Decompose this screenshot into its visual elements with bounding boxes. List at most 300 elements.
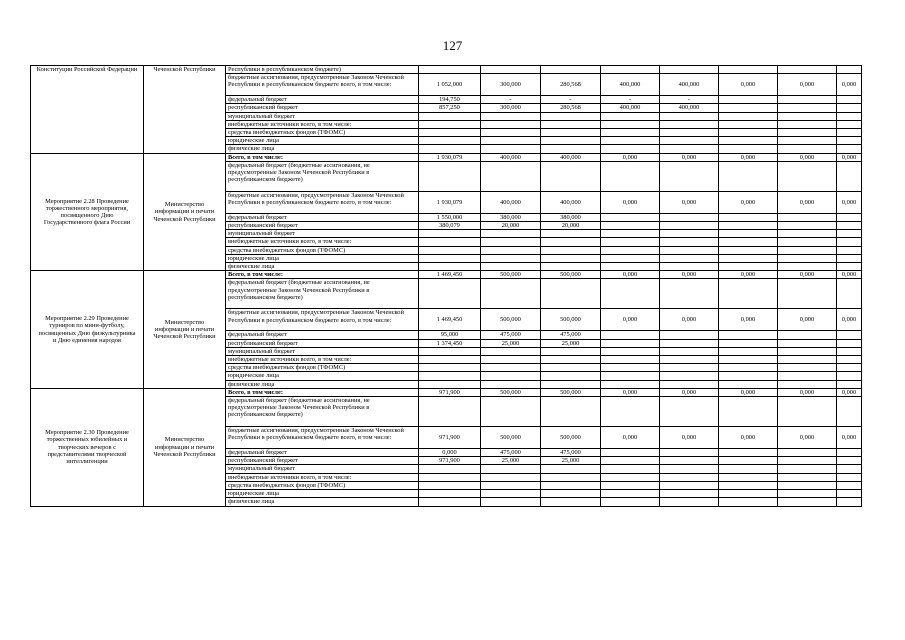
amount-cell: 95,000 bbox=[419, 331, 481, 339]
measure-cell: Мероприятие 2.28 Проведение торжественного мероприятия, посвященного Дню Государственного флага России bbox=[31, 153, 144, 271]
funding-source-cell: юридические лица bbox=[226, 490, 419, 498]
amount-cell bbox=[660, 380, 719, 388]
amount-cell bbox=[778, 481, 837, 489]
amount-cell bbox=[419, 112, 481, 120]
amount-cell bbox=[719, 137, 778, 145]
amount-cell bbox=[837, 397, 862, 427]
amount-cell: 0,000 bbox=[601, 191, 660, 213]
amount-cell bbox=[419, 473, 481, 481]
amount-cell bbox=[541, 238, 601, 246]
amount-cell bbox=[837, 137, 862, 145]
amount-cell bbox=[660, 238, 719, 246]
amount-cell bbox=[837, 481, 862, 489]
amount-cell: 0,000 bbox=[660, 427, 719, 449]
amount-cell bbox=[778, 465, 837, 473]
amount-cell bbox=[481, 364, 541, 372]
amount-cell bbox=[719, 263, 778, 271]
amount-cell bbox=[660, 120, 719, 128]
amount-cell bbox=[778, 380, 837, 388]
amount-cell bbox=[837, 145, 862, 153]
funding-source-cell: физические лица bbox=[226, 498, 419, 506]
amount-cell: - bbox=[660, 96, 719, 104]
amount-cell bbox=[419, 465, 481, 473]
amount-cell bbox=[481, 246, 541, 254]
amount-cell bbox=[837, 112, 862, 120]
amount-cell: 400,000 bbox=[541, 191, 601, 213]
measure-cell: Мероприятие 2.30 Проведение торжественных юбилейных и творческих вечеров с представителями творческой интеллигенции bbox=[31, 388, 144, 506]
amount-cell bbox=[481, 356, 541, 364]
measure-cell: Конституции Российской Федерации bbox=[31, 66, 144, 154]
amount-cell bbox=[481, 137, 541, 145]
funding-source-cell: муниципальный бюджет bbox=[226, 112, 419, 120]
amount-cell bbox=[481, 66, 541, 74]
amount-cell bbox=[837, 254, 862, 262]
amount-cell: 1 469,450 bbox=[419, 271, 481, 279]
amount-cell bbox=[419, 129, 481, 137]
amount-cell bbox=[541, 137, 601, 145]
amount-cell bbox=[419, 498, 481, 506]
amount-cell bbox=[601, 380, 660, 388]
amount-cell: 475,000 bbox=[481, 449, 541, 457]
amount-cell bbox=[419, 137, 481, 145]
amount-cell bbox=[601, 66, 660, 74]
amount-cell bbox=[601, 137, 660, 145]
amount-cell bbox=[719, 397, 778, 427]
amount-cell bbox=[719, 347, 778, 355]
amount-cell: 0,000 bbox=[837, 74, 862, 96]
funding-source-cell: федеральный бюджет bbox=[226, 449, 419, 457]
amount-cell bbox=[660, 449, 719, 457]
amount-cell bbox=[541, 230, 601, 238]
amount-cell bbox=[541, 490, 601, 498]
amount-cell bbox=[601, 331, 660, 339]
amount-cell bbox=[778, 372, 837, 380]
amount-cell bbox=[481, 112, 541, 120]
amount-cell bbox=[660, 473, 719, 481]
amount-cell bbox=[778, 96, 837, 104]
amount-cell bbox=[837, 238, 862, 246]
amount-cell bbox=[660, 498, 719, 506]
amount-cell bbox=[778, 161, 837, 191]
amount-cell bbox=[601, 339, 660, 347]
amount-cell bbox=[719, 449, 778, 457]
amount-cell bbox=[481, 481, 541, 489]
amount-cell: 20,000 bbox=[541, 222, 601, 230]
amount-cell bbox=[660, 66, 719, 74]
amount-cell bbox=[660, 263, 719, 271]
amount-cell bbox=[837, 279, 862, 309]
amount-cell bbox=[837, 246, 862, 254]
amount-cell bbox=[601, 397, 660, 427]
amount-cell bbox=[601, 490, 660, 498]
funding-source-cell: бюджетные ассигнования, предусмотренные Законом Чеченской Республики в республиканском бюджете всего, в том числе: bbox=[226, 191, 419, 213]
amount-cell: 300,000 bbox=[481, 104, 541, 112]
amount-cell: - bbox=[481, 96, 541, 104]
amount-cell bbox=[778, 347, 837, 355]
amount-cell bbox=[660, 356, 719, 364]
amount-cell bbox=[601, 449, 660, 457]
amount-cell: 400,000 bbox=[481, 153, 541, 161]
amount-cell bbox=[481, 238, 541, 246]
amount-cell bbox=[601, 222, 660, 230]
amount-cell bbox=[837, 347, 862, 355]
amount-cell bbox=[601, 372, 660, 380]
amount-cell bbox=[541, 372, 601, 380]
amount-cell bbox=[778, 490, 837, 498]
amount-cell bbox=[541, 498, 601, 506]
funding-source-cell: бюджетные ассигнования, предусмотренные Законом Чеченской Республики в республиканском бюджете всего, в том числе: bbox=[226, 74, 419, 96]
amount-cell: 1 930,079 bbox=[419, 191, 481, 213]
amount-cell: 0,000 bbox=[719, 74, 778, 96]
funding-source-cell: физические лица bbox=[226, 145, 419, 153]
amount-cell: 500,000 bbox=[481, 427, 541, 449]
amount-cell bbox=[541, 254, 601, 262]
amount-cell bbox=[719, 254, 778, 262]
amount-cell: 380,000 bbox=[481, 213, 541, 221]
amount-cell bbox=[837, 372, 862, 380]
funding-source-cell: федеральный бюджет bbox=[226, 213, 419, 221]
amount-cell bbox=[541, 263, 601, 271]
amount-cell: 0,000 bbox=[837, 388, 862, 396]
amount-cell bbox=[778, 222, 837, 230]
funding-source-cell: федеральный бюджет (бюджетные ассигнования, не предусмотренные Законом Чеченской Республики в республиканском бюджете) bbox=[226, 161, 419, 191]
executor-cell: Министерство информации и печати Чеченской Республики bbox=[144, 271, 226, 389]
amount-cell bbox=[837, 457, 862, 465]
amount-cell bbox=[419, 372, 481, 380]
amount-cell bbox=[481, 465, 541, 473]
amount-cell: 280,568 bbox=[541, 74, 601, 96]
funding-source-cell: Всего, в том числе: bbox=[226, 388, 419, 396]
amount-cell bbox=[837, 331, 862, 339]
funding-source-cell: муниципальный бюджет bbox=[226, 230, 419, 238]
amount-cell bbox=[778, 230, 837, 238]
amount-cell bbox=[481, 490, 541, 498]
amount-cell: 0,000 bbox=[778, 427, 837, 449]
funding-source-cell: федеральный бюджет (бюджетные ассигнования, не предусмотренные Законом Чеченской Республики в республиканском бюджете) bbox=[226, 279, 419, 309]
amount-cell: 1 550,000 bbox=[419, 213, 481, 221]
funding-source-cell: бюджетные ассигнования, предусмотренные Законом Чеченской Республики в республиканском бюджете всего, в том числе: bbox=[226, 427, 419, 449]
amount-cell bbox=[601, 465, 660, 473]
amount-cell bbox=[481, 380, 541, 388]
amount-cell bbox=[419, 279, 481, 309]
amount-cell bbox=[601, 230, 660, 238]
amount-cell bbox=[719, 380, 778, 388]
amount-cell bbox=[837, 104, 862, 112]
amount-cell bbox=[481, 263, 541, 271]
amount-cell bbox=[601, 498, 660, 506]
amount-cell: 400,000 bbox=[660, 104, 719, 112]
amount-cell: 500,000 bbox=[541, 427, 601, 449]
amount-cell: 0,000 bbox=[419, 449, 481, 457]
amount-cell bbox=[481, 120, 541, 128]
amount-cell: 0,000 bbox=[601, 271, 660, 279]
amount-cell bbox=[837, 380, 862, 388]
amount-cell bbox=[541, 473, 601, 481]
funding-source-cell: внебюджетные источники всего, в том числе: bbox=[226, 120, 419, 128]
funding-source-cell: республиканский бюджет bbox=[226, 104, 419, 112]
funding-source-cell: юридические лица bbox=[226, 137, 419, 145]
amount-cell bbox=[837, 161, 862, 191]
funding-source-cell: бюджетные ассигнования, предусмотренные Законом Чеченской Республики в республиканском бюджете всего, в том числе: bbox=[226, 309, 419, 331]
amount-cell: 400,000 bbox=[541, 153, 601, 161]
amount-cell bbox=[419, 254, 481, 262]
amount-cell: - bbox=[541, 96, 601, 104]
amount-cell bbox=[419, 364, 481, 372]
amount-cell: 400,000 bbox=[601, 74, 660, 96]
amount-cell bbox=[719, 364, 778, 372]
amount-cell: 380,079 bbox=[419, 222, 481, 230]
amount-cell: 300,000 bbox=[481, 74, 541, 96]
amount-cell bbox=[660, 145, 719, 153]
amount-cell: 1 374,450 bbox=[419, 339, 481, 347]
amount-cell bbox=[660, 246, 719, 254]
amount-cell: 1 930,079 bbox=[419, 153, 481, 161]
funding-source-cell: Всего, в том числе: bbox=[226, 271, 419, 279]
amount-cell bbox=[778, 238, 837, 246]
amount-cell bbox=[719, 96, 778, 104]
amount-cell bbox=[837, 356, 862, 364]
amount-cell bbox=[778, 120, 837, 128]
amount-cell bbox=[601, 254, 660, 262]
amount-cell: 0,000 bbox=[660, 271, 719, 279]
amount-cell bbox=[837, 465, 862, 473]
amount-cell bbox=[719, 129, 778, 137]
amount-cell: 0,000 bbox=[601, 427, 660, 449]
amount-cell: 25,000 bbox=[541, 457, 601, 465]
amount-cell: 0,000 bbox=[719, 271, 778, 279]
amount-cell bbox=[660, 161, 719, 191]
amount-cell: 0,000 bbox=[778, 388, 837, 396]
amount-cell bbox=[481, 145, 541, 153]
amount-cell bbox=[481, 161, 541, 191]
amount-cell bbox=[660, 279, 719, 309]
amount-cell bbox=[419, 145, 481, 153]
amount-cell bbox=[541, 481, 601, 489]
amount-cell: 0,000 bbox=[719, 309, 778, 331]
amount-cell bbox=[541, 397, 601, 427]
amount-cell bbox=[419, 380, 481, 388]
funding-source-cell: физические лица bbox=[226, 263, 419, 271]
amount-cell bbox=[837, 96, 862, 104]
amount-cell: 380,000 bbox=[541, 213, 601, 221]
amount-cell: 500,000 bbox=[541, 271, 601, 279]
amount-cell: 0,000 bbox=[719, 427, 778, 449]
amount-cell: 280,568 bbox=[541, 104, 601, 112]
funding-source-cell: физические лица bbox=[226, 380, 419, 388]
amount-cell bbox=[419, 230, 481, 238]
amount-cell bbox=[778, 279, 837, 309]
amount-cell: - bbox=[601, 96, 660, 104]
amount-cell bbox=[778, 263, 837, 271]
amount-cell bbox=[719, 473, 778, 481]
amount-cell bbox=[419, 347, 481, 355]
amount-cell bbox=[719, 279, 778, 309]
amount-cell: 0,000 bbox=[660, 388, 719, 396]
amount-cell bbox=[837, 66, 862, 74]
amount-cell: 0,000 bbox=[837, 153, 862, 161]
amount-cell bbox=[719, 145, 778, 153]
amount-cell bbox=[419, 490, 481, 498]
amount-cell: 971,900 bbox=[419, 427, 481, 449]
amount-cell bbox=[719, 246, 778, 254]
budget-table bbox=[30, 65, 862, 507]
amount-cell bbox=[419, 263, 481, 271]
amount-cell bbox=[660, 222, 719, 230]
amount-cell: 500,000 bbox=[481, 388, 541, 396]
amount-cell bbox=[601, 129, 660, 137]
amount-cell bbox=[601, 145, 660, 153]
amount-cell bbox=[481, 473, 541, 481]
amount-cell bbox=[778, 339, 837, 347]
amount-cell bbox=[541, 279, 601, 309]
table-row bbox=[31, 66, 862, 74]
amount-cell bbox=[481, 347, 541, 355]
amount-cell bbox=[778, 145, 837, 153]
funding-source-cell: республиканский бюджет bbox=[226, 339, 419, 347]
amount-cell bbox=[778, 112, 837, 120]
table-row bbox=[31, 271, 862, 279]
amount-cell bbox=[601, 473, 660, 481]
amount-cell bbox=[719, 457, 778, 465]
amount-cell bbox=[778, 498, 837, 506]
amount-cell bbox=[541, 120, 601, 128]
amount-cell bbox=[719, 331, 778, 339]
amount-cell: 971,900 bbox=[419, 388, 481, 396]
amount-cell bbox=[601, 279, 660, 309]
amount-cell: 500,000 bbox=[481, 271, 541, 279]
amount-cell bbox=[660, 331, 719, 339]
amount-cell bbox=[778, 473, 837, 481]
amount-cell: 400,000 bbox=[481, 191, 541, 213]
funding-source-cell: республиканский бюджет bbox=[226, 222, 419, 230]
amount-cell bbox=[660, 481, 719, 489]
executor-cell: Министерство информации и печати Чеченской Республики bbox=[144, 153, 226, 271]
amount-cell: 400,000 bbox=[601, 104, 660, 112]
amount-cell bbox=[837, 222, 862, 230]
amount-cell bbox=[719, 112, 778, 120]
funding-source-cell: федеральный бюджет (бюджетные ассигнования, не предусмотренные Законом Чеченской Республики в республиканском бюджете) bbox=[226, 397, 419, 427]
amount-cell bbox=[719, 481, 778, 489]
funding-source-cell: Всего, в том числе: bbox=[226, 153, 419, 161]
amount-cell: 971,900 bbox=[419, 457, 481, 465]
amount-cell bbox=[719, 230, 778, 238]
funding-source-cell: муниципальный бюджет bbox=[226, 465, 419, 473]
funding-source-cell: юридические лица bbox=[226, 372, 419, 380]
funding-source-cell: средства внебюджетных фондов (ТФОМС) bbox=[226, 364, 419, 372]
amount-cell bbox=[778, 457, 837, 465]
amount-cell bbox=[541, 364, 601, 372]
amount-cell bbox=[541, 145, 601, 153]
amount-cell bbox=[837, 263, 862, 271]
amount-cell bbox=[419, 246, 481, 254]
amount-cell bbox=[719, 465, 778, 473]
amount-cell bbox=[778, 213, 837, 221]
amount-cell bbox=[660, 457, 719, 465]
amount-cell bbox=[837, 213, 862, 221]
amount-cell bbox=[837, 449, 862, 457]
amount-cell bbox=[601, 246, 660, 254]
executor-cell: Чеченской Республики bbox=[144, 66, 226, 154]
amount-cell bbox=[541, 356, 601, 364]
amount-cell bbox=[660, 112, 719, 120]
amount-cell: 1 469,450 bbox=[419, 309, 481, 331]
amount-cell bbox=[837, 490, 862, 498]
amount-cell bbox=[837, 364, 862, 372]
amount-cell bbox=[719, 356, 778, 364]
amount-cell bbox=[837, 498, 862, 506]
funding-source-cell: Республики в республиканском бюджете) bbox=[226, 66, 419, 74]
amount-cell bbox=[481, 230, 541, 238]
amount-cell: 475,000 bbox=[541, 331, 601, 339]
amount-cell bbox=[837, 339, 862, 347]
table-row bbox=[31, 153, 862, 161]
amount-cell bbox=[719, 222, 778, 230]
amount-cell: 194,750 bbox=[419, 96, 481, 104]
amount-cell bbox=[601, 238, 660, 246]
amount-cell bbox=[481, 279, 541, 309]
amount-cell bbox=[719, 490, 778, 498]
amount-cell bbox=[541, 112, 601, 120]
amount-cell bbox=[719, 66, 778, 74]
amount-cell bbox=[778, 104, 837, 112]
funding-source-cell: внебюджетные источники всего, в том числе: bbox=[226, 356, 419, 364]
amount-cell: 25,000 bbox=[481, 339, 541, 347]
amount-cell bbox=[601, 161, 660, 191]
funding-source-cell: внебюджетные источники всего, в том числе: bbox=[226, 238, 419, 246]
amount-cell bbox=[778, 331, 837, 339]
amount-cell bbox=[419, 397, 481, 427]
amount-cell: 0,000 bbox=[719, 191, 778, 213]
amount-cell bbox=[660, 213, 719, 221]
amount-cell: 500,000 bbox=[481, 309, 541, 331]
amount-cell bbox=[541, 66, 601, 74]
amount-cell bbox=[601, 364, 660, 372]
amount-cell bbox=[481, 254, 541, 262]
amount-cell bbox=[719, 161, 778, 191]
amount-cell bbox=[660, 230, 719, 238]
amount-cell bbox=[541, 380, 601, 388]
amount-cell bbox=[778, 66, 837, 74]
amount-cell bbox=[778, 397, 837, 427]
amount-cell: 25,000 bbox=[541, 339, 601, 347]
amount-cell: 0,000 bbox=[837, 427, 862, 449]
amount-cell bbox=[601, 120, 660, 128]
amount-cell bbox=[660, 137, 719, 145]
page-number: 127 bbox=[442, 38, 463, 53]
amount-cell bbox=[541, 465, 601, 473]
funding-source-cell: республиканский бюджет bbox=[226, 457, 419, 465]
amount-cell bbox=[660, 254, 719, 262]
amount-cell: 0,000 bbox=[601, 388, 660, 396]
amount-cell bbox=[719, 238, 778, 246]
amount-cell bbox=[601, 347, 660, 355]
amount-cell bbox=[778, 364, 837, 372]
amount-cell bbox=[719, 104, 778, 112]
amount-cell: 0,000 bbox=[719, 153, 778, 161]
amount-cell bbox=[601, 213, 660, 221]
amount-cell bbox=[719, 498, 778, 506]
amount-cell: 0,000 bbox=[837, 271, 862, 279]
table-row bbox=[31, 388, 862, 396]
amount-cell bbox=[719, 372, 778, 380]
amount-cell bbox=[481, 498, 541, 506]
funding-source-cell: средства внебюджетных фондов (ТФОМС) bbox=[226, 129, 419, 137]
amount-cell bbox=[601, 481, 660, 489]
amount-cell bbox=[660, 397, 719, 427]
amount-cell bbox=[541, 347, 601, 355]
amount-cell: 0,000 bbox=[660, 191, 719, 213]
amount-cell bbox=[660, 490, 719, 498]
